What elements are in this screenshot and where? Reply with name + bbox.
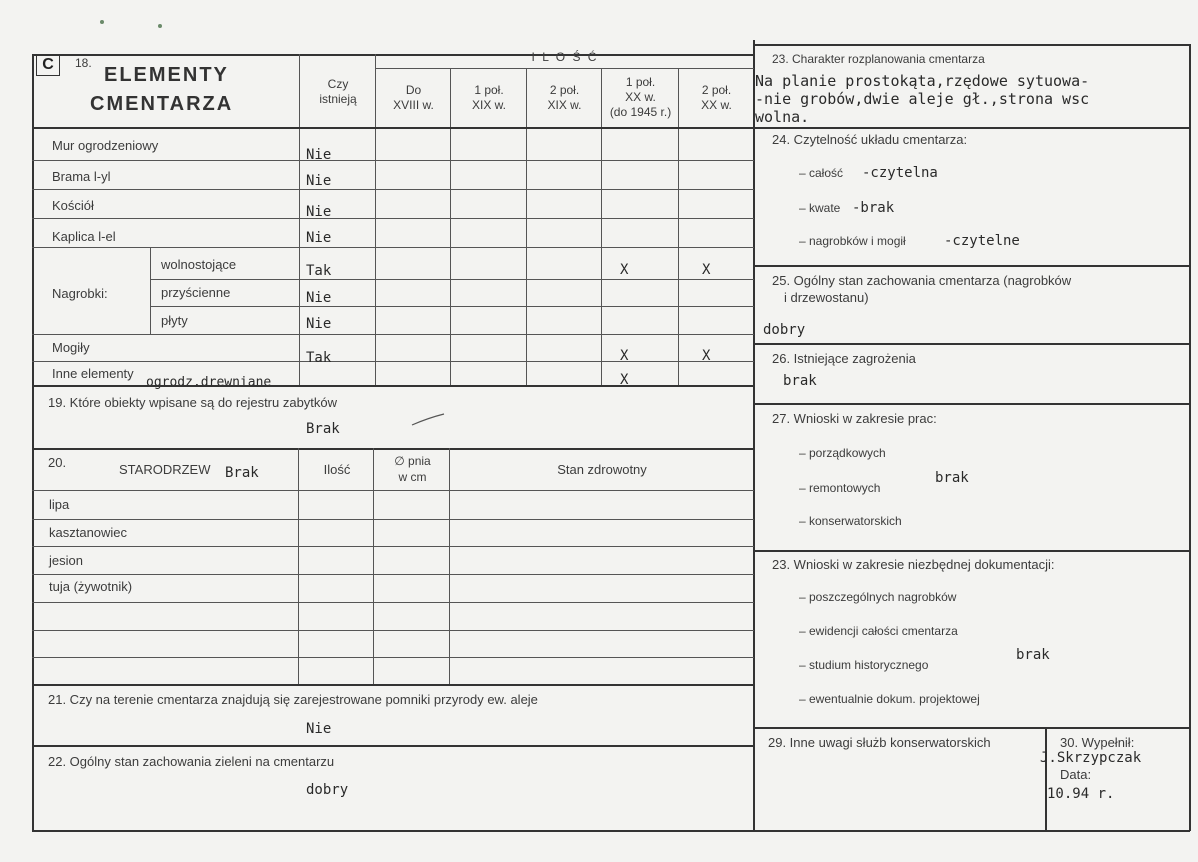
grid-line (32, 218, 754, 219)
grid-line (678, 68, 679, 385)
grid-line (150, 306, 754, 307)
mogily-label: Mogiły (52, 340, 90, 355)
s28-item1: – poszczególnych nagrobków (799, 590, 957, 604)
s20-col-ilosc: Ilość (323, 462, 351, 477)
grid-line (32, 657, 754, 658)
row-kaplica-label: Kaplica l-el (52, 229, 116, 244)
period-2-l2: XIX w. (471, 98, 506, 112)
s20-number: 20. (48, 455, 67, 470)
pen-stroke-mark (410, 412, 446, 428)
grid-line (32, 160, 754, 161)
grid-line (32, 247, 754, 248)
s28-value: brak (1016, 647, 1050, 663)
grid-line (1045, 727, 1047, 831)
row-brama-value: Nie (306, 173, 332, 189)
nagrobki-wolnostojace-label: wolnostojące (161, 257, 237, 272)
section-divider (32, 684, 754, 686)
s30-data-label: Data: (1060, 767, 1092, 782)
grid-line (375, 68, 754, 69)
s28-item3: – studium historycznego (799, 658, 929, 672)
s18-number: 18. (75, 56, 92, 70)
nagrobki-przyscienne-label: przyścienne (161, 285, 231, 300)
s20-title: STARODRZEW (119, 462, 211, 477)
tree-kasztanowiec: kasztanowiec (49, 525, 128, 540)
grid-line (32, 189, 754, 190)
nagrobki-wolnostojace-x2: X (702, 262, 711, 278)
section-divider (753, 343, 1190, 345)
s20-col-pnia-line2: w cm (398, 470, 427, 484)
period-1-l2: XVIII w. (393, 98, 434, 112)
period-3-l2: XIX w. (547, 98, 582, 112)
s20-col-pnia-line1: ∅ pnia (394, 454, 431, 468)
grid-line (375, 54, 376, 385)
s28-label: 23. Wnioski w zakresie niezbędnej dokumentacji: (772, 557, 1055, 572)
s24-item3-value: -czytelne (944, 233, 1020, 249)
section-divider (753, 403, 1190, 405)
grid-line (32, 361, 754, 362)
inne-value: ogrodz.drewniane (146, 375, 272, 390)
grid-line (601, 68, 602, 385)
period-5-l2: XX w. (701, 98, 732, 112)
s19-value: Brak (306, 421, 340, 437)
s27-item1: – porządkowych (799, 446, 886, 460)
frame-left (32, 54, 34, 831)
section-divider (32, 448, 754, 450)
col-czy-line1: Czy (327, 77, 349, 91)
s24-item1-label: – całość (799, 166, 844, 180)
s23-line3: wolna. (755, 108, 810, 126)
s27-value: brak (935, 470, 969, 486)
row-kosciol-label: Kościół (52, 198, 94, 213)
nagrobki-przyscienne-value: Nie (306, 290, 332, 306)
mogily-x2: X (702, 348, 711, 364)
s28-item4: – ewentualnie dokum. projektowej (799, 692, 980, 706)
s23-label: 23. Charakter rozplanowania cmentarza (772, 52, 985, 66)
grid-line (32, 490, 754, 491)
row-brama-label: Brama l-yl (52, 169, 111, 184)
section-code-box: C (36, 54, 60, 76)
inne-label: Inne elementy (52, 366, 134, 381)
period-1-l1: Do (405, 83, 422, 97)
grid-line (32, 630, 754, 631)
grid-line (32, 546, 754, 547)
grid-line (32, 127, 754, 129)
s27-item3: – konserwatorskich (799, 514, 902, 528)
row-kosciol-value: Nie (306, 204, 332, 220)
s26-value: brak (783, 373, 817, 389)
grid-line (450, 68, 451, 385)
s23-line2: -nie grobów,dwie aleje gł.,strona wsc (755, 90, 1090, 108)
period-2-l1: 1 poł. (474, 83, 504, 97)
section-divider (753, 727, 1190, 729)
tree-jesion: jesion (49, 553, 83, 568)
nagrobki-wolnostojace-x1: X (620, 262, 629, 278)
ink-speck (100, 20, 104, 24)
col-czy-line2: istnieją (319, 92, 357, 106)
frame-middle (753, 40, 755, 832)
s27-item2: – remontowych (799, 481, 881, 495)
mogily-x1: X (620, 348, 629, 364)
s19-label: 19. Które obiekty wpisane są do rejestru zabytków (48, 395, 338, 410)
s21-label: 21. Czy na terenie cmentarza znajdują się zarejestrowane pomniki przyrody ew. aleje (48, 692, 538, 707)
grid-line (373, 448, 374, 684)
grid-line (32, 574, 754, 575)
s20-value: Brak (225, 465, 259, 481)
period-5-l1: 2 poł. (701, 83, 732, 97)
row-kaplica-value: Nie (306, 230, 332, 246)
s30-date: 10.94 r. (1047, 786, 1115, 802)
s25-label-line1: 25. Ogólny stan zachowania cmentarza (nagrobków (772, 273, 1072, 288)
grid-line (150, 247, 151, 334)
nagrobki-plyty-label: płyty (161, 313, 188, 328)
s26-label: 26. Istniejące zagrożenia (772, 351, 916, 366)
s25-label-line2: i drzewostanu) (784, 290, 869, 305)
period-3-l1: 2 poł. (549, 83, 580, 97)
grid-line (449, 448, 450, 684)
s18-title-line1: ELEMENTY (104, 64, 229, 86)
s21-value: Nie (306, 721, 332, 737)
s23-line1: Na planie prostokąta,rzędowe sytuowa- (755, 72, 1090, 90)
frame-bottom (32, 830, 1190, 832)
s18-title-line2: CMENTARZA (90, 93, 234, 115)
grid-line (298, 448, 299, 684)
grid-line (299, 54, 300, 385)
s25-value: dobry (763, 322, 806, 338)
grid-line (32, 519, 754, 520)
section-divider (32, 745, 754, 747)
s24-item1-value: -czytelna (862, 165, 938, 181)
section-divider (753, 127, 1190, 129)
nagrobki-wolnostojace-value: Tak (306, 263, 332, 279)
s28-item2: – ewidencji całości cmentarza (799, 624, 958, 638)
s30-name: J.Skrzypczak (1040, 750, 1142, 766)
ink-speck (158, 24, 162, 28)
s24-item2-label: – kwate (799, 201, 841, 215)
period-4-l2: XX w. (625, 90, 656, 104)
frame-top-right (753, 44, 1190, 46)
grid-line (32, 334, 754, 335)
s27-label: 27. Wnioski w zakresie prac: (772, 411, 937, 426)
row-mur-label: Mur ogrodzeniowy (52, 138, 159, 153)
s24-label: 24. Czytelność układu cmentarza: (772, 132, 968, 147)
frame-right (1189, 44, 1191, 831)
section-divider (32, 385, 754, 387)
s22-value: dobry (306, 782, 349, 798)
s20-col-stan: Stan zdrowotny (557, 462, 647, 477)
inne-x1: X (620, 372, 629, 388)
grid-line (526, 68, 527, 385)
period-4-l3: (do 1945 r.) (609, 105, 672, 119)
s24-item2-value: -brak (852, 200, 895, 216)
grid-line (150, 279, 754, 280)
s24-item3-label: – nagrobków i mogił (799, 234, 906, 248)
row-mur-value: Nie (306, 147, 332, 163)
section-divider (753, 265, 1190, 267)
s22-label: 22. Ogólny stan zachowania zieleni na cmentarzu (48, 754, 335, 769)
s29-label: 29. Inne uwagi służb konserwatorskich (768, 735, 991, 750)
tree-tuja: tuja (żywotnik) (49, 579, 133, 594)
nagrobki-plyty-value: Nie (306, 316, 332, 332)
section-divider (753, 550, 1190, 552)
mogily-value: Tak (306, 350, 332, 366)
period-4-l1: 1 poł. (625, 75, 656, 89)
s30-label: 30. Wypełnił: (1060, 735, 1135, 750)
ilosc-header: I L O Ś Ć (531, 50, 599, 64)
tree-lipa: lipa (49, 497, 70, 512)
grid-line (32, 602, 754, 603)
nagrobki-label: Nagrobki: (52, 286, 108, 301)
